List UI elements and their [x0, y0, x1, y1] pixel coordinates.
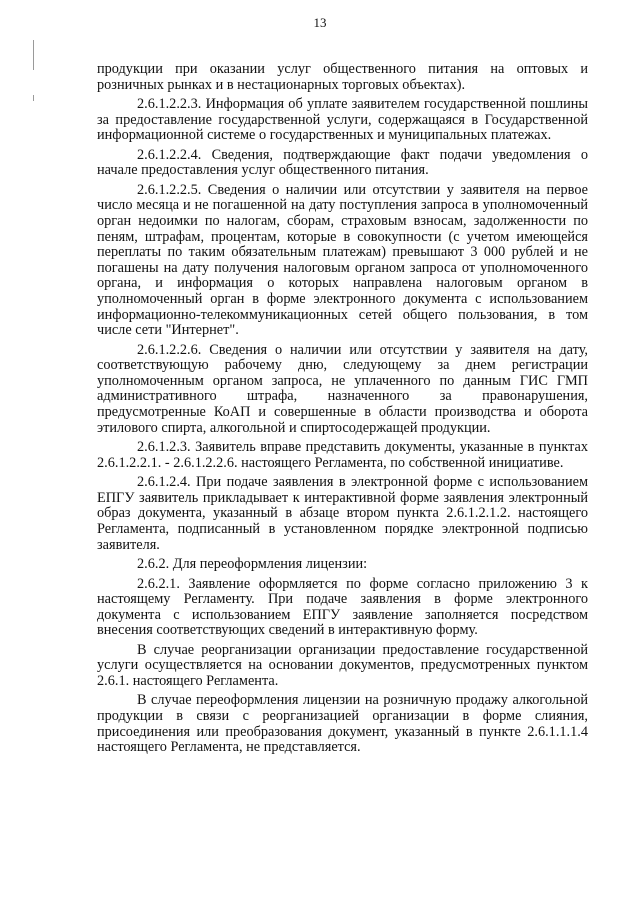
paragraph: В случае переоформления лицензии на розничную продажу алкогольной продукции в связи с реорганизацией организации в форме слияния, присоединения или преобразования документ, указанный в пункте 2.6.1.1.1.4 настоящего Регламента, не представляется.: [97, 692, 588, 756]
paragraph: 2.6.1.2.2.4. Сведения, подтверждающие факт подачи уведомления о начале предоставления услуг общественного питания.: [97, 146, 588, 179]
paragraph: 2.6.2.1. Заявление оформляется по форме согласно приложению 3 к настоящему Регламенту. При подаче заявления в форме электронного документа с использованием ЕПГУ заявление заполняется посредством внесения соответствующих сведений в интерактивную форму.: [97, 575, 588, 639]
paragraph: В случае реорганизации организации предоставление государственной услуги осуществляется на основании документов, предусмотренных пунктом 2.6.1. настоящего Регламента.: [97, 641, 588, 689]
margin-scan-mark: [33, 95, 34, 101]
paragraph: 2.6.2. Для переоформления лицензии:: [137, 556, 368, 573]
paragraph: 2.6.1.2.2.3. Информация об уплате заявителем государственной пошлины за предоставление государственной услуги, содержащаяся в Государственной информационной системе о государственных и муниципальных платежах.: [97, 96, 588, 144]
paragraph: продукции при оказании услуг общественного питания на оптовых и розничных рынках и в нестационарных торговых объектах).: [97, 61, 588, 93]
paragraph: 2.6.1.2.4. При подаче заявления в электронной форме с использованием ЕПГУ заявитель прикладывает к интерактивной форме заявления электронный образ документа, указанный в абзаце втором пункта 2.6.1.2.1.2. настоящего Регламента, подписанный в установленном порядке электронной подписью заявителя.: [97, 474, 588, 553]
page-number: 13: [313, 15, 327, 30]
document-body: [97, 62, 588, 760]
paragraph: 2.6.1.2.2.5. Сведения о наличии или отсутствии у заявителя на первое число месяца и не погашенной на дату поступления запроса в уполномоченный орган недоимки по налогам, сборам, страховым взносам, задолженности по пеням, штрафам, процентам, которые в совокупности (с учетом имеющейся переплаты по таким обязательным платежам) превышают 3 000 рублей и не погашены на дату получения налоговым органом запроса от уполномоченного органа, и информация о которых направлена налоговым органом в уполномоченный орган в форме электронного документа с использованием информационно-телекоммуникационных сетей общего пользования, в том числе сети "Интернет".: [97, 181, 588, 339]
margin-scan-mark: [33, 40, 34, 70]
paragraph: 2.6.1.2.2.6. Сведения о наличии или отсутствии у заявителя на дату, соответствующую рабочему дню, следующему за днем регистрации уполномоченным органом запроса, не уплаченного по данным ГИС ГМП административного штрафа, назначенного за правонарушения, предусмотренные КоАП и совершенные в области производства и оборота этилового спирта, алкогольной и спиртосодержащей продукции.: [97, 341, 588, 436]
paragraph: 2.6.1.2.3. Заявитель вправе представить документы, указанные в пунктах 2.6.1.2.2.1. - 2.6.1.2.2.6. настоящего Регламента, по собственной инициативе.: [97, 439, 588, 471]
